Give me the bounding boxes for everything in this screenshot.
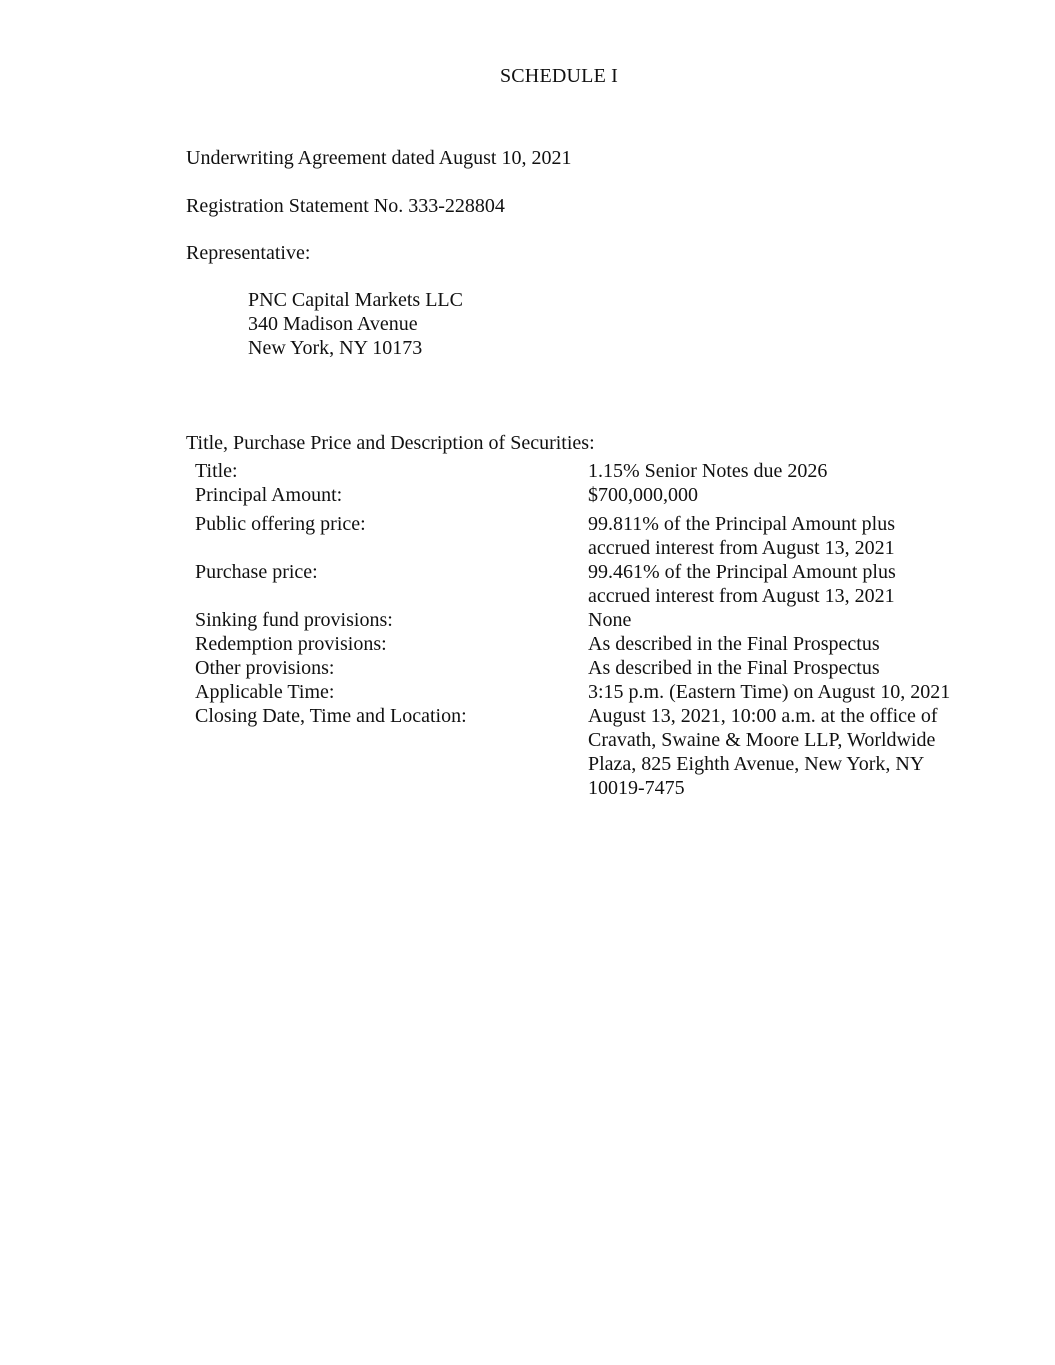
term-value-line: None — [588, 609, 632, 631]
term-value — [588, 608, 975, 632]
term-label: Principal Amount: — [195, 484, 343, 506]
address-line: PNC Capital Markets LLC — [248, 289, 463, 311]
term-row-redemption — [195, 632, 975, 656]
term-value-line: Cravath, Swaine & Moore LLP, Worldwide — [588, 729, 936, 751]
term-value — [588, 512, 975, 560]
term-value-line: 99.811% of the Principal Amount plus — [588, 513, 896, 535]
term-value-line: As described in the Final Prospectus — [588, 633, 880, 655]
term-value — [588, 680, 975, 704]
securities-terms-table — [195, 459, 975, 800]
term-value-line: 99.461% of the Principal Amount plus — [588, 561, 896, 583]
registration-line: Registration Statement No. 333-228804 — [186, 195, 505, 217]
term-row-sinking-fund — [195, 608, 975, 632]
term-value-line: 3:15 p.m. (Eastern Time) on August 10, 2021 — [588, 681, 951, 703]
term-row-other-provisions — [195, 656, 975, 680]
term-value-line: 1.15% Senior Notes due 2026 — [588, 460, 828, 482]
term-value-line: August 13, 2021, 10:00 a.m. at the office of — [588, 705, 938, 727]
term-row-applicable-time — [195, 680, 975, 704]
page-title: SCHEDULE I — [499, 65, 619, 87]
term-value-line: 10019-7475 — [588, 777, 685, 799]
securities-heading: Title, Purchase Price and Description of Securities: — [186, 432, 595, 454]
representative-label: Representative: — [186, 242, 311, 264]
address-line: 340 Madison Avenue — [248, 313, 418, 335]
term-row-closing — [195, 704, 975, 800]
term-row-purchase-price — [195, 560, 975, 608]
representative-address — [248, 288, 463, 360]
term-value — [588, 459, 975, 483]
term-value-line: accrued interest from August 13, 2021 — [588, 585, 895, 607]
term-label: Purchase price: — [195, 561, 318, 583]
term-label: Other provisions: — [195, 657, 335, 679]
term-value-line: $700,000,000 — [588, 484, 698, 506]
term-value-line: Plaza, 825 Eighth Avenue, New York, NY — [588, 753, 925, 775]
term-value — [588, 656, 975, 680]
term-value-line: accrued interest from August 13, 2021 — [588, 537, 895, 559]
term-label: Title: — [195, 460, 238, 482]
term-row-public-offering-price — [195, 512, 975, 560]
term-row-principal-amount — [195, 483, 975, 507]
term-label: Public offering price: — [195, 513, 366, 535]
term-value — [588, 483, 975, 507]
term-value — [588, 632, 975, 656]
term-label: Closing Date, Time and Location: — [195, 705, 467, 727]
term-label: Sinking fund provisions: — [195, 609, 393, 631]
term-value-line: As described in the Final Prospectus — [588, 657, 880, 679]
term-label: Redemption provisions: — [195, 633, 387, 655]
term-value — [588, 560, 975, 608]
agreement-line: Underwriting Agreement dated August 10, 2021 — [186, 147, 572, 169]
term-row-title — [195, 459, 975, 483]
address-line: New York, NY 10173 — [248, 337, 423, 359]
term-value — [588, 704, 975, 800]
term-label: Applicable Time: — [195, 681, 335, 703]
